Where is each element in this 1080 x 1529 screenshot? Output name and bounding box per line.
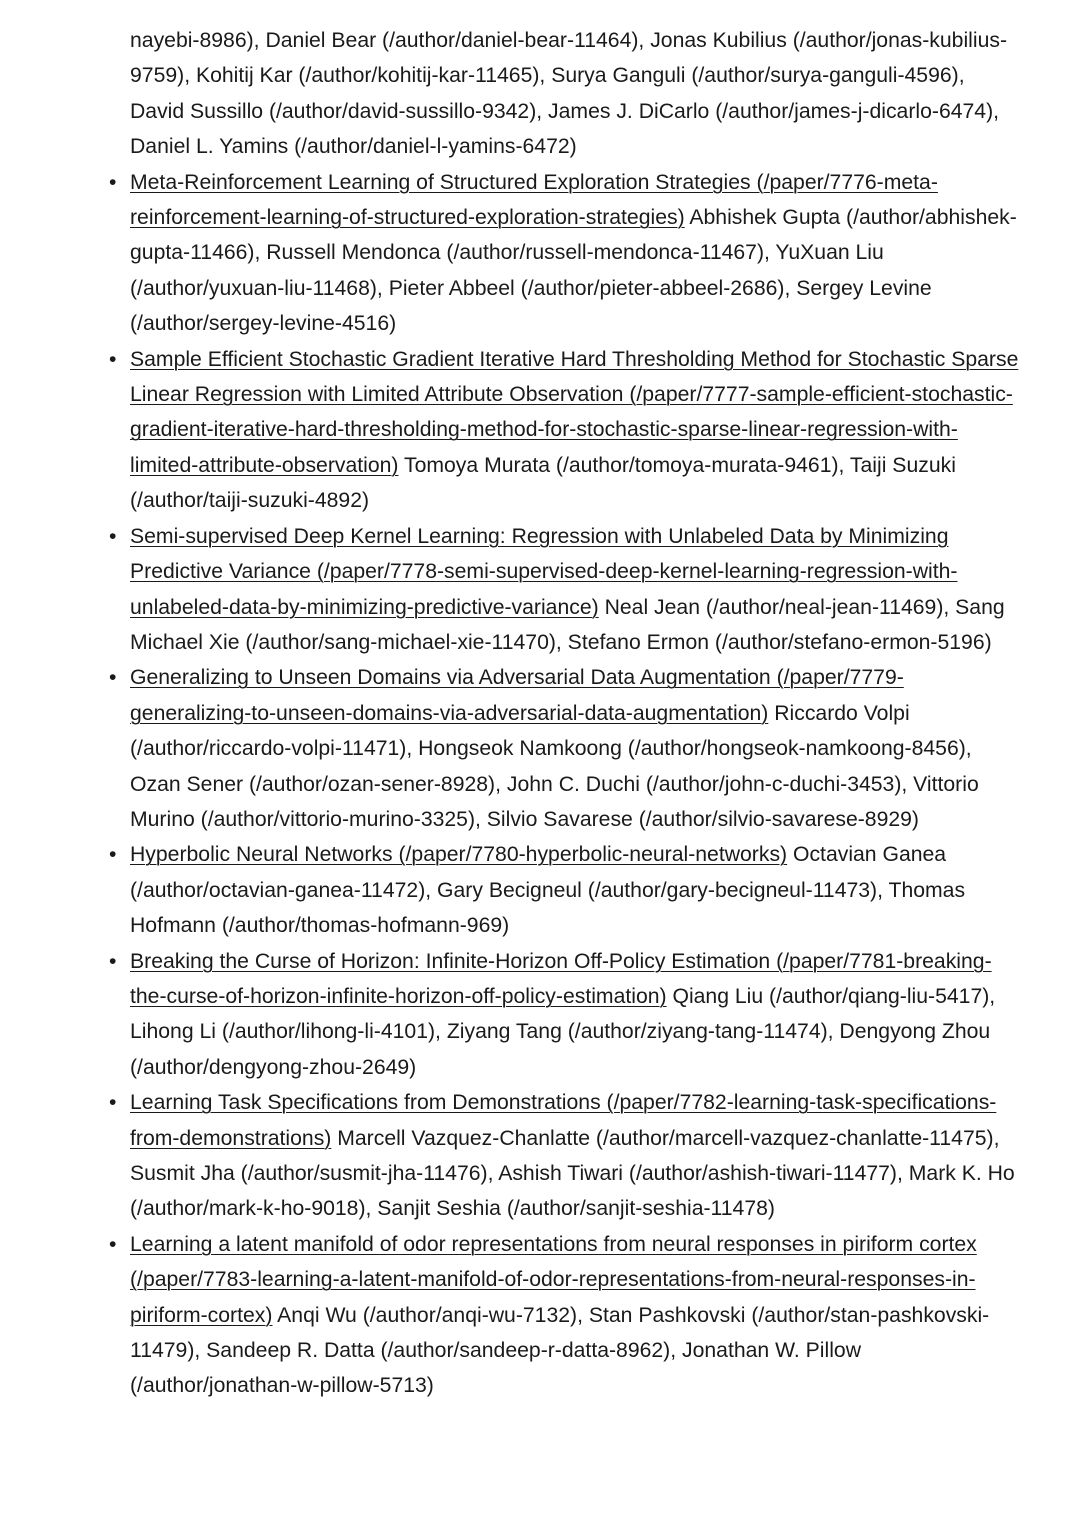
paper-authors: Abhishek Gupta (/author/abhishek-gupta-11466), Russell Mendonca (/author/russell-mendonca-11467), YuXuan Liu (/author/yuxuan-liu-11468), Pieter Abbeel (/author/pieter-abbeel-2686), Sergey Levine (/author/sergey-levine-4516) [130,206,1017,336]
paper-title-link[interactable]: Breaking the Curse of Horizon: Infinite-Horizon Off-Policy Estimation (/paper/7781-breaking-the-curse-of-horizon-infinite-horizon-off-policy-estimation) [130,949,992,1008]
bullet-icon: • [109,347,117,371]
paper-authors: Marcell Vazquez-Chanlatte (/author/marcell-vazquez-chanlatte-11475), Susmit Jha (/author/susmit-jha-11476), Ashish Tiwari (/author/ashish-tiwari-11477), Mark K. Ho (/author/mark-k-ho-9018), Sanjit Seshia (/author/sanjit-seshia-11478) [130,1126,1015,1221]
paper-authors: Anqi Wu (/author/anqi-wu-7132), Stan Pashkovski (/author/stan-pashkovski-11479), Sandeep R. Datta (/author/sandeep-r-datta-8962), Jonathan W. Pillow (/author/jonathan-w-pillow-5713) [130,1303,990,1398]
list-item [109,944,1020,1086]
paper-title-link[interactable]: Generalizing to Unseen Domains via Adversarial Data Augmentation (/paper/7779-generalizing-to-unseen-domains-via-adversarial-data-augmentation) [130,666,904,725]
paper-authors: Tomoya Murata (/author/tomoya-murata-9461), Taiji Suzuki (/author/taiji-suzuki-4892) [130,453,956,513]
bullet-icon: • [109,666,117,690]
list-item [109,342,1020,519]
paper-authors: Neal Jean (/author/neal-jean-11469), Sang Michael Xie (/author/sang-michael-xie-11470), Stefano Ermon (/author/stefano-ermon-5196) [130,595,1005,654]
paper-title-link[interactable]: Hyperbolic Neural Networks (/paper/7780-hyperbolic-neural-networks) [130,843,788,867]
bullet-icon: • [109,949,117,973]
paper-authors: Qiang Liu (/author/qiang-liu-5417), Lihong Li (/author/lihong-li-4101), Ziyang Tang (/author/ziyang-tang-11474), Dengyong Zhou (/author/dengyong-zhou-2649) [130,984,996,1079]
list-item [109,519,1020,661]
paper-authors: Riccardo Volpi (/author/riccardo-volpi-11471), Hongseok Namkoong (/author/hongseok-namkoong-8456), Ozan Sener (/author/ozan-sener-8928), John C. Duchi (/author/john-c-duchi-3453), Vittorio Murino (/author/vittorio-murino-3325), Silvio Savarese (/author/silvio-savarese-8929) [130,701,979,831]
bullet-icon: • [109,1232,117,1256]
continued-author-list: nayebi-8986), Daniel Bear (/author/daniel-bear-11464), Jonas Kubilius (/author/jonas-kubilius-9759), Kohitij Kar (/author/kohitij-kar-11465), Surya Ganguli (/author/surya-ganguli-4596), David Sussillo (/author/david-sussillo-9342), James J. DiCarlo (/author/james-j-dicarlo-6474), Daniel L. Yamins (/author/daniel-l-yamins-6472) [130,29,1008,159]
list-item [109,837,1020,943]
bullet-icon: • [109,524,117,548]
paper-list [0,165,1080,1404]
paper-title-link[interactable]: Learning Task Specifications from Demonstrations (/paper/7782-learning-task-specifications-from-demonstrations) [130,1091,997,1150]
bullet-icon: • [109,843,117,867]
paper-title-link[interactable]: Sample Efficient Stochastic Gradient Iterative Hard Thresholding Method for Stochastic Sparse Linear Regression with Limited Attribute Observation (/paper/7777-sample-efficient-stochastic-gradient-iterative-hard-thresholding-method-for-stochastic-sparse-linear-regression-with-limited-attribute-observation) [130,347,1019,477]
list-item [109,165,1020,342]
bullet-icon: • [109,170,117,194]
list-item [109,1227,1020,1404]
paper-title-link[interactable]: Meta-Reinforcement Learning of Structured Exploration Strategies (/paper/7776-meta-reinforcement-learning-of-structured-exploration-strategies) [130,170,938,230]
list-item [109,1085,1020,1227]
document-page [0,23,1080,1404]
list-item [109,660,1020,837]
paper-title-link[interactable]: Semi-supervised Deep Kernel Learning: Regression with Unlabeled Data by Minimizing Predictive Variance (/paper/7778-semi-supervised-deep-kernel-learning-regression-with-unlabeled-data-by-minimizing-predictive-variance) [130,524,958,619]
paper-authors: Octavian Ganea (/author/octavian-ganea-11472), Gary Becigneul (/author/gary-becigneul-11473), Thomas Hofmann (/author/thomas-hofmann-969) [130,843,966,938]
paper-title-link[interactable]: Learning a latent manifold of odor representations from neural responses in piriform cortex (/paper/7783-learning-a-latent-manifold-of-odor-representations-from-neural-responses-in-piriform-cortex) [130,1232,977,1327]
bullet-icon: • [109,1091,117,1115]
